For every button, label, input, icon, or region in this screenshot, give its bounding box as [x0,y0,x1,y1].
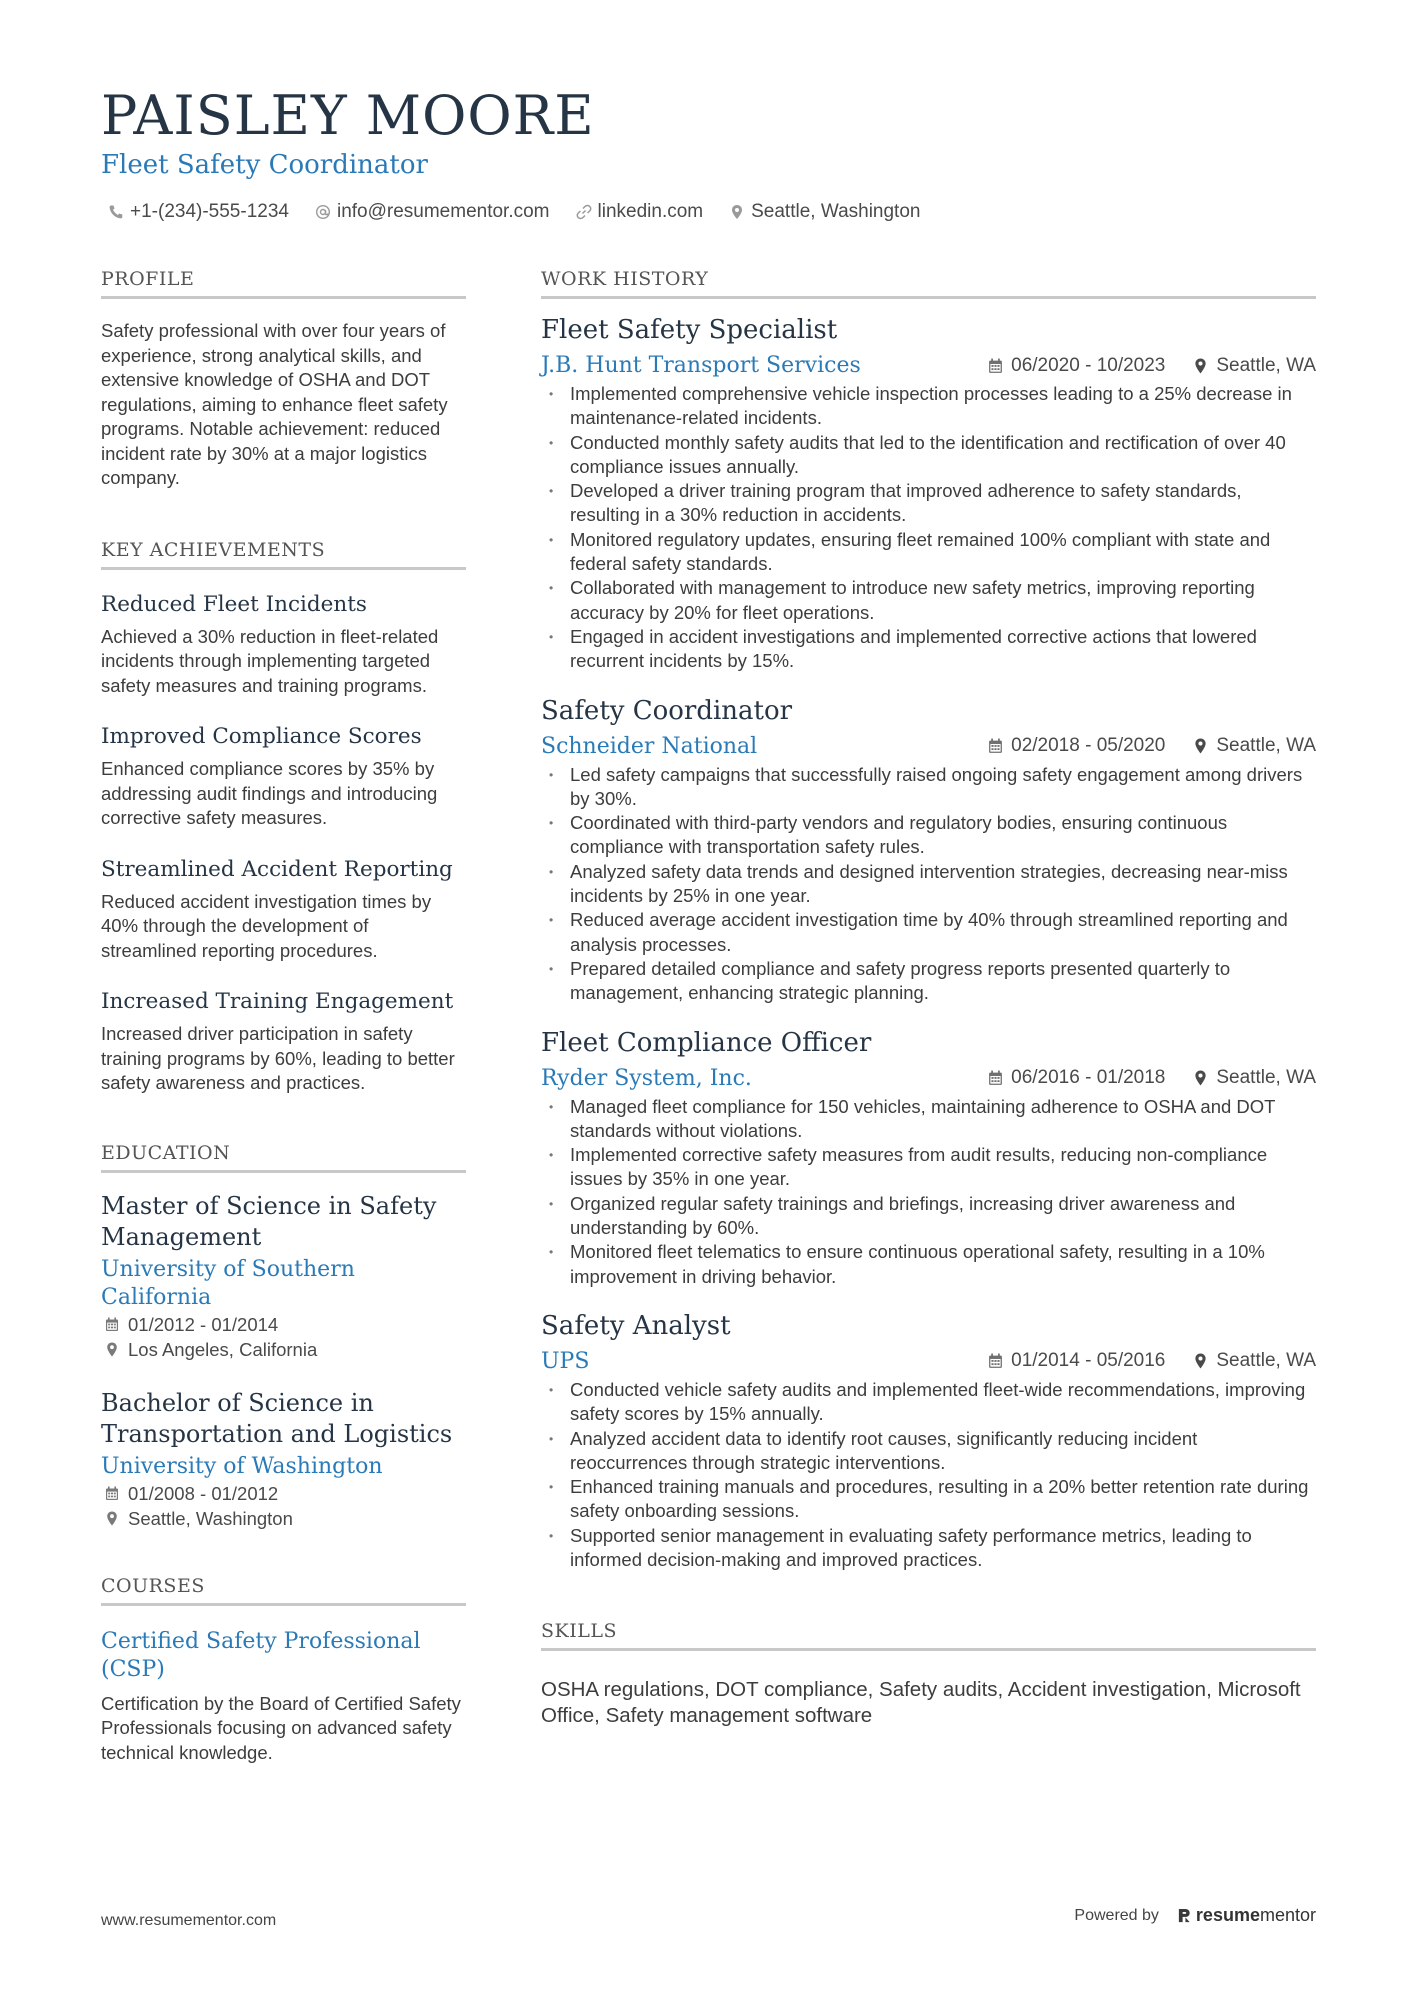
candidate-name: PAISLEY MOORE [101,84,595,147]
course-item [101,1628,466,1766]
contact-location-text: Seattle, Washington [751,201,921,222]
contact-phone-text: +1-(234)-555-1234 [130,201,289,222]
education-section [101,1142,466,1531]
job-bullet: • Led safety campaigns that successfully raised ongoing safety engagement among drivers by 30%. [541,763,1316,812]
calendar-icon [105,1486,119,1501]
achievement-item [101,724,466,831]
job-company: Ryder System, Inc. [541,1065,752,1091]
location-pin-icon [729,204,745,220]
contact-location [729,201,920,223]
job-bullet: • Implemented corrective safety measures from audit results, reducing non-compliance issues by 35% in one year. [541,1143,1316,1192]
calendar-icon [988,358,1003,374]
job-bullet: • Reduced average accident investigation time by 40% through streamlined reporting and analysis processes. [541,908,1316,957]
achievement-title: Streamlined Accident Reporting [101,856,453,882]
job-dates-wrap [988,1067,1165,1089]
job-dates: 02/2018 - 05/2020 [1011,735,1166,757]
education-dates: 01/2008 - 01/2012 [128,1482,279,1504]
contact-linkedin-text: linkedin.com [597,201,704,222]
job-company: J.B. Hunt Transport Services [541,353,861,378]
calendar-icon [105,1317,119,1332]
job-bullet: • Collaborated with management to introduce new safety metrics, improving reporting accuracy by 20% for fleet operations. [541,576,1316,625]
job-title: Fleet Safety Coordinator [101,150,428,180]
contact-email-text: info@resumementor.com [336,201,550,222]
skills-section [541,1620,1316,1729]
job-bullet: • Organized regular safety trainings and briefings, increasing driver awareness and understanding by 60%. [541,1192,1316,1241]
education-item [101,1388,466,1531]
job-bullet: • Enhanced training manuals and procedures, resulting in a 20% better retention rate during safety onboarding sessions. [541,1475,1316,1524]
course-title: Certified Safety Professional (CSP) [101,1628,421,1682]
profile-heading: PROFILE [101,268,466,299]
calendar-icon [988,1070,1003,1086]
location-pin-icon [1193,738,1208,754]
profile-section [101,268,466,491]
job-company: UPS [541,1348,590,1374]
contact-bar [108,201,920,223]
job-dates: 06/2016 - 01/2018 [1011,1067,1166,1089]
job-item [541,1311,1316,1572]
education-location-row [105,1506,466,1531]
footer-website[interactable]: www.resumementor.com [101,1912,277,1929]
job-dates: 06/2020 - 10/2023 [1011,354,1166,376]
job-bullet: • Prepared detailed compliance and safety progress reports presented quarterly to management, enhancing strategic planning. [541,957,1316,1006]
achievement-text: Reduced accident investigation times by 40% through the development of streamlined reporting procedures. [101,890,432,961]
brand-text-light: mentor [1259,1905,1316,1925]
achievement-item [101,989,466,1096]
education-degree: Bachelor of Science in Transportation and Logistics [101,1388,453,1448]
contact-email[interactable] [315,201,550,223]
footer-branding [1074,1905,1316,1926]
course-text: Certification by the Board of Certified Safety Professionals focusing on advanced safety technical knowledge. [101,1692,461,1763]
job-location-wrap [1193,1067,1316,1089]
job-meta-row [541,353,1316,378]
resumementor-logo-icon [1177,1907,1192,1924]
job-location: Seattle, WA [1216,735,1316,757]
achievement-item [101,857,466,964]
job-bullet: • Monitored regulatory updates, ensuring fleet remained 100% compliant with state and federal safety standards. [541,528,1316,577]
education-heading: EDUCATION [101,1142,466,1173]
job-position: Fleet Compliance Officer [541,1027,872,1058]
job-meta-row [541,1066,1316,1091]
calendar-icon [988,738,1003,754]
education-dates: 01/2012 - 01/2014 [128,1313,279,1335]
location-pin-icon [105,1511,119,1526]
job-location-wrap [1193,735,1316,757]
at-icon [315,204,331,220]
job-meta [988,1067,1316,1089]
job-bullet: • Conducted monthly safety audits that led to the identification and rectification of over 40 compliance issues annually. [541,431,1316,480]
job-bullets [541,382,1316,674]
job-bullet: • Managed fleet compliance for 150 vehicles, maintaining adherence to OSHA and DOT standards without violations. [541,1095,1316,1144]
education-dates-row [105,1312,466,1337]
location-pin-icon [1193,1353,1208,1369]
education-location: Seattle, Washington [128,1507,293,1529]
job-bullet: • Analyzed accident data to identify root causes, significantly reducing incident reoccurrences through strategic interventions. [541,1427,1316,1476]
achievement-item [101,592,466,699]
profile-text: Safety professional with over four years of experience, strong analytical skills, and extensive knowledge of OSHA and DOT regulations, aiming to enhance fleet safety programs. Notable achievement: reduced incident rate by 30% at a major logistics company. [101,320,448,488]
achievement-text: Enhanced compliance scores by 35% by addressing audit findings and introducing corrective safety measures. [101,758,438,828]
education-location: Los Angeles, California [128,1338,318,1360]
location-pin-icon [1193,1070,1208,1086]
work-history-section [541,268,1316,1572]
link-icon [576,204,592,220]
brand-logo[interactable] [1177,1905,1316,1926]
achievement-text: Achieved a 30% reduction in fleet-related incidents through implementing targeted safety measures and training programs. [101,625,439,696]
education-school: University of Washington [101,1453,383,1479]
job-bullet: • Implemented comprehensive vehicle inspection processes leading to a 25% decrease in maintenance-related incidents. [541,382,1316,431]
job-bullet: • Coordinated with third-party vendors and regulatory bodies, ensuring continuous compliance with transportation safety rules. [541,811,1316,860]
education-school: University of Southern California [101,1256,355,1310]
skills-heading: SKILLS [541,1620,1316,1651]
job-dates: 01/2014 - 05/2016 [1011,1350,1166,1372]
achievement-title: Increased Training Engagement [101,989,454,1014]
job-meta [988,1350,1316,1372]
skills-text: OSHA regulations, DOT compliance, Safety audits, Accident investigation, Microsoft Office, Safety management software [541,1678,1301,1728]
location-pin-icon [1193,358,1208,374]
job-dates-wrap [988,735,1165,757]
job-location-wrap [1193,1350,1316,1372]
job-bullets [541,763,1316,1006]
achievements-section [101,539,466,1096]
job-bullet: • Conducted vehicle safety audits and implemented fleet-wide recommendations, improving safety scores by 15% annually. [541,1378,1316,1427]
job-item [541,315,1316,674]
job-position: Safety Analyst [541,1310,731,1341]
job-location: Seattle, WA [1216,1350,1316,1372]
education-location-row [105,1337,466,1362]
job-bullets [541,1095,1316,1289]
right-column [541,268,1316,1729]
location-pin-icon [105,1342,119,1357]
job-item [541,1028,1316,1289]
job-bullet: • Developed a driver training program that improved adherence to safety standards, resulting in a 30% reduction in accidents. [541,479,1316,528]
job-bullet: • Analyzed safety data trends and designed intervention strategies, decreasing near-miss incidents by 25% in one year. [541,860,1316,909]
job-position: Fleet Safety Specialist [541,315,838,345]
contact-linkedin[interactable] [576,201,704,223]
powered-by-label: Powered by [1074,1906,1159,1924]
brand-text-bold: resume [1195,1905,1260,1925]
achievements-heading: KEY ACHIEVEMENTS [101,539,466,570]
job-bullet: • Monitored fleet telematics to ensure continuous operational safety, resulting in a 10% improvement in driving behavior. [541,1240,1316,1289]
phone-icon [108,204,124,220]
achievement-title: Improved Compliance Scores [101,724,422,749]
job-dates-wrap [988,355,1165,377]
job-meta [988,735,1316,757]
job-bullet: • Engaged in accident investigations and implemented corrective actions that lowered recurrent incidents by 15%. [541,625,1316,674]
job-position: Safety Coordinator [541,695,793,726]
job-meta-row [541,1349,1316,1374]
job-location: Seattle, WA [1216,354,1316,376]
left-column [101,268,466,1765]
job-company: Schneider National [541,733,758,759]
work-history-heading: WORK HISTORY [541,268,1316,299]
job-location-wrap [1193,355,1316,377]
courses-section [101,1575,466,1766]
achievement-text: Increased driver participation in safety training programs by 60%, leading to better safety awareness and practices. [101,1023,455,1093]
job-bullet: • Supported senior management in evaluating safety performance metrics, leading to informed decision-making and improved practices. [541,1524,1316,1573]
job-item [541,696,1316,1006]
education-degree: Master of Science in Safety Management [101,1191,437,1251]
education-item [101,1191,466,1362]
job-bullets [541,1378,1316,1572]
courses-heading: COURSES [101,1575,466,1606]
education-dates-row [105,1481,466,1506]
contact-phone [108,201,289,223]
job-dates-wrap [988,1350,1165,1372]
job-meta [988,355,1316,377]
calendar-icon [988,1353,1003,1369]
job-location: Seattle, WA [1216,1067,1316,1089]
achievement-title: Reduced Fleet Incidents [101,591,367,617]
job-meta-row [541,734,1316,759]
